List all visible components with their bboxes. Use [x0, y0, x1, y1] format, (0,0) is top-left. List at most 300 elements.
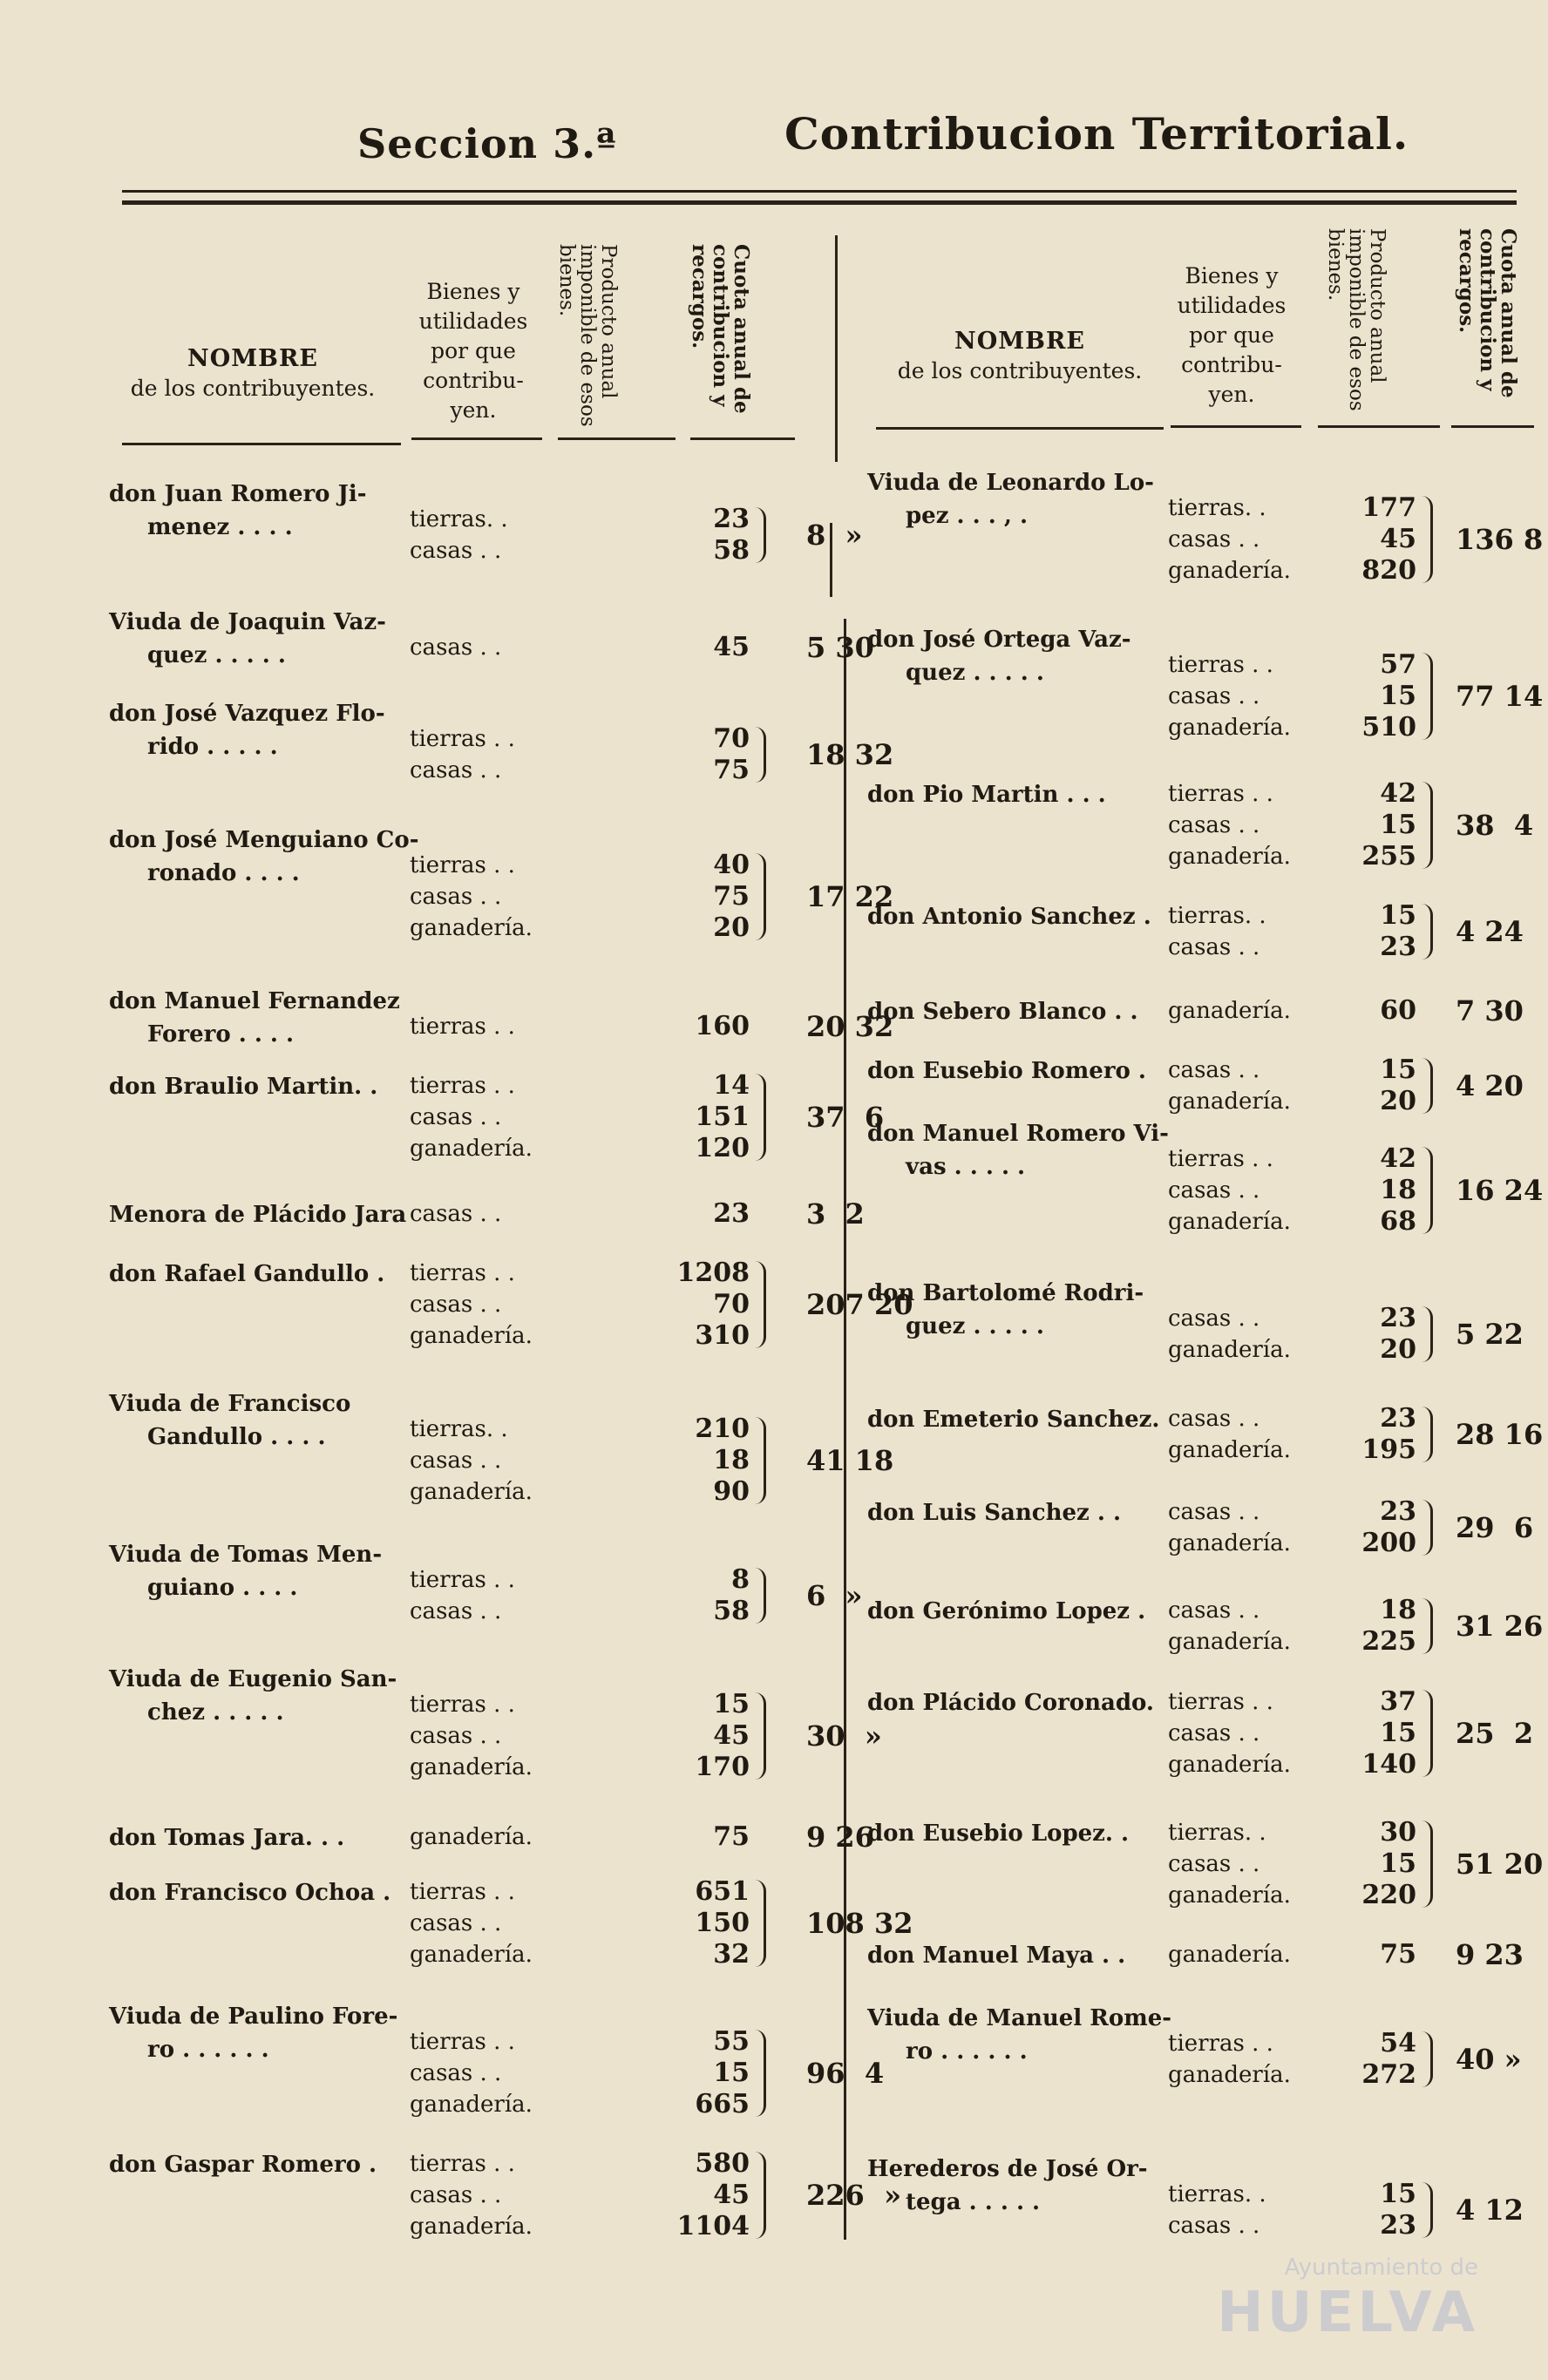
contributor-name: [867, 1117, 1169, 1183]
header-rule: [1318, 425, 1440, 428]
product-value: 255: [1361, 841, 1416, 871]
left-entry: [109, 1663, 882, 1783]
quota-value: 20 32: [806, 1010, 894, 1043]
grouping-brace: [1422, 1821, 1433, 1908]
goods-item: casas . .: [1168, 812, 1260, 838]
goods-item: ganadería.: [1168, 2062, 1291, 2088]
left-entry: [109, 2000, 885, 2120]
product-values: [654, 1821, 750, 1853]
contributor-name: [867, 2002, 1171, 2068]
quota-value: 41 18: [806, 1444, 894, 1477]
product-value: 15: [713, 1689, 750, 1719]
right-header-goods: [1166, 261, 1297, 410]
top-rule-thick: [122, 200, 1517, 205]
product-value: 75: [713, 755, 750, 785]
contributor-name-line: don Eusebio Romero .: [867, 1058, 1146, 1084]
page-title: Contribucion Territorial.: [784, 108, 1409, 159]
product-value: 90: [713, 1476, 750, 1507]
goods-list: [410, 632, 501, 663]
goods-list: [410, 2026, 533, 2120]
quota-value: 28 16: [1456, 1418, 1544, 1451]
contributor-name-line: Viuda de Eugenio San-: [109, 1666, 397, 1692]
contributor-name-line: don Pio Martin . . .: [867, 782, 1106, 808]
contributor-name-line: don Plácido Coronado.: [867, 1690, 1154, 1716]
product-value: 820: [1361, 555, 1416, 586]
right-entry: [867, 1496, 1538, 1559]
grouping-brace: [755, 2152, 766, 2239]
product-value: 60: [1380, 995, 1416, 1026]
header-name-small: de los contribuyentes.: [130, 376, 376, 401]
quota-value: 9 26: [806, 1821, 874, 1854]
contributor-name-line: ronado . . . .: [147, 860, 300, 886]
goods-list: [410, 1258, 533, 1352]
product-value: 580: [695, 2148, 750, 2179]
contributor-name-line: Forero . . . .: [147, 1021, 295, 1048]
goods-list: [1168, 1054, 1291, 1117]
product-value: 15: [1380, 900, 1416, 931]
goods-item: ganadería.: [410, 2092, 533, 2118]
goods-list: [1168, 900, 1266, 963]
contributor-name-line: Viuda de Leonardo Lo-: [867, 470, 1154, 496]
right-entry: [867, 2153, 1538, 2241]
goods-item: ganadería.: [1168, 844, 1291, 870]
product-value: 225: [1361, 1626, 1416, 1657]
quota-value: 77 14: [1456, 680, 1544, 713]
grouping-brace: [755, 2030, 766, 2117]
product-value: 70: [713, 723, 750, 754]
product-value: 58: [713, 535, 750, 566]
goods-item: casas . .: [410, 2060, 502, 2086]
top-rule: [122, 190, 1517, 193]
contributor-name-line: Viuda de Paulino Fore-: [109, 2004, 398, 2030]
grouping-brace: [755, 1417, 766, 1504]
right-header-name: [872, 327, 1168, 386]
quota-value: 4 24: [1456, 915, 1524, 948]
product-value: 151: [695, 1102, 750, 1132]
right-entry: [867, 1403, 1544, 1466]
contributor-name-line: Viuda de Manuel Rome-: [867, 2005, 1172, 2031]
goods-item: casas . .: [410, 757, 502, 783]
product-value: 42: [1380, 778, 1416, 809]
left-entry: [109, 606, 874, 672]
contributor-name-line: don Manuel Fernandez: [109, 988, 400, 1014]
product-value: 195: [1361, 1434, 1416, 1465]
contributor-name-line: don Juan Romero Ji-: [109, 481, 367, 507]
goods-item: ganadería.: [410, 1942, 533, 1968]
product-value: 220: [1361, 1880, 1416, 1910]
header-rule: [411, 437, 542, 440]
contributor-name: [109, 606, 386, 672]
goods-item: casas . .: [1168, 1597, 1260, 1624]
contributor-name: [109, 478, 367, 544]
goods-item: ganadería.: [410, 1754, 533, 1780]
product-values: [654, 1258, 750, 1352]
contributor-name: [867, 1277, 1144, 1343]
contributor-name-line: Viuda de Joaquin Vaz-: [109, 609, 386, 635]
goods-list: [1168, 492, 1291, 587]
goods-item: casas . .: [1168, 526, 1260, 553]
contributor-name-line: pez . . . , .: [906, 503, 1029, 529]
product-values: [654, 723, 750, 786]
contributor-name-line: don Antonio Sanchez .: [867, 904, 1151, 930]
contributor-name: [867, 995, 1138, 1028]
product-value: 23: [713, 1198, 750, 1229]
product-values: [1321, 1496, 1416, 1559]
goods-list: [1168, 1403, 1291, 1466]
product-value: 54: [1380, 2028, 1416, 2058]
contributor-name: [867, 623, 1131, 689]
goods-list: [1168, 649, 1291, 743]
goods-item: tierras. .: [410, 1416, 508, 1442]
goods-list: [1168, 1143, 1291, 1237]
contributor-name-line: don Emeterio Sanchez.: [867, 1407, 1160, 1433]
goods-list: [1168, 1686, 1291, 1780]
contributor-name-line: don Luis Sanchez . .: [867, 1500, 1122, 1526]
product-value: 150: [695, 1908, 750, 1938]
product-value: 55: [713, 2026, 750, 2057]
contributor-name-line: Herederos de José Or-: [867, 2156, 1148, 2182]
product-values: [1321, 1303, 1416, 1366]
goods-list: [1168, 1595, 1291, 1658]
goods-list: [410, 1876, 533, 1970]
product-values: [654, 632, 750, 663]
grouping-brace: [755, 727, 766, 783]
product-value: 15: [1380, 2179, 1416, 2209]
archive-stamp: [1217, 2255, 1478, 2345]
contributor-name: [109, 1070, 377, 1103]
left-entry: [109, 1197, 865, 1231]
product-value: 1104: [676, 2211, 750, 2241]
goods-list: [410, 1414, 533, 1508]
contributor-name-line: vas . . . . .: [906, 1154, 1026, 1180]
contributor-name-line: ro . . . . . .: [147, 2037, 269, 2063]
contributor-name-line: Menora de Plácido Jara: [109, 1202, 407, 1228]
product-value: 30: [1380, 1817, 1416, 1848]
product-values: [654, 1414, 750, 1508]
product-value: 15: [1380, 1054, 1416, 1085]
contributor-name-line: don José Ortega Vaz-: [867, 627, 1131, 653]
contributor-name-line: guez . . . . .: [906, 1313, 1044, 1339]
right-entry: [867, 1054, 1538, 1117]
goods-item: tierras. .: [1168, 1820, 1266, 1846]
product-values: [1321, 995, 1416, 1027]
header-goods-line: yen.: [1208, 382, 1255, 407]
product-value: 40: [713, 850, 750, 880]
product-values: [1321, 1939, 1416, 1970]
product-value: 45: [713, 1720, 750, 1751]
product-value: 68: [1380, 1206, 1416, 1237]
header-goods-line: utilidades: [418, 309, 528, 334]
contributor-name-line: chez . . . . .: [147, 1699, 284, 1726]
left-entry: [109, 1070, 885, 1164]
contributor-name-line: don Bartolomé Rodri-: [867, 1280, 1144, 1306]
left-header-name: [105, 344, 401, 403]
contributor-name-line: quez . . . . .: [147, 642, 286, 668]
goods-item: casas . .: [410, 634, 502, 661]
product-value: 272: [1361, 2059, 1416, 2090]
goods-item: casas . .: [410, 1448, 502, 1474]
contributor-name-line: Viuda de Francisco: [109, 1391, 351, 1417]
grouping-brace: [1422, 782, 1433, 869]
goods-item: tierras . .: [1168, 781, 1273, 807]
goods-item: ganadería.: [1168, 1530, 1291, 1556]
product-values: [654, 1198, 750, 1230]
goods-item: tierras . .: [410, 1260, 515, 1286]
grouping-brace: [1422, 1690, 1433, 1777]
contributor-name: [109, 1198, 406, 1231]
goods-list: [1168, 995, 1291, 1027]
goods-list: [410, 1689, 533, 1783]
grouping-brace: [755, 853, 766, 940]
product-values: [1321, 2179, 1416, 2241]
right-entry: [867, 995, 1538, 1028]
contributor-name: [867, 1496, 1121, 1529]
goods-item: tierras. .: [1168, 903, 1266, 929]
right-entry: [867, 1817, 1544, 1911]
quota-value: 226 »: [806, 2179, 902, 2212]
goods-item: tierras . .: [410, 1073, 515, 1099]
product-value: 510: [1361, 712, 1416, 742]
product-values: [654, 1689, 750, 1783]
right-entry: [867, 1277, 1538, 1366]
goods-item: tierras . .: [1168, 2031, 1273, 2057]
goods-item: casas . .: [410, 1723, 502, 1749]
goods-item: tierras . .: [410, 852, 515, 878]
header-goods-line: por que: [1189, 322, 1274, 348]
product-values: [654, 1876, 750, 1970]
contributor-name-line: ro . . . . . .: [906, 2038, 1028, 2065]
goods-item: casas . .: [1168, 683, 1260, 709]
goods-list: [410, 1821, 533, 1853]
contributor-name: [867, 2153, 1148, 2219]
right-entry: [867, 900, 1538, 963]
quota-value: 8 »: [806, 519, 863, 552]
left-entry: [109, 1258, 913, 1352]
left-header-product: Producto anual imponible de esos bienes.: [555, 244, 620, 427]
product-value: 45: [713, 2180, 750, 2210]
goods-item: casas . .: [1168, 1720, 1260, 1746]
contributor-name: [109, 985, 400, 1051]
grouping-brace: [1422, 1598, 1433, 1654]
header-rule: [1451, 425, 1534, 428]
contributor-name-line: don Sebero Blanco . .: [867, 999, 1138, 1025]
contributor-name: [109, 1663, 397, 1729]
goods-item: ganadería.: [410, 915, 533, 941]
contributor-name: [867, 1403, 1160, 1436]
product-value: 18: [1380, 1175, 1416, 1205]
goods-item: tierras . .: [410, 1879, 515, 1905]
contributor-name: [867, 1939, 1125, 1972]
grouping-brace: [1422, 2182, 1433, 2238]
product-value: 23: [713, 504, 750, 534]
contributor-name: [867, 900, 1151, 933]
quota-value: 29 6: [1456, 1511, 1534, 1544]
left-entry: [109, 478, 863, 566]
goods-list: [1168, 1939, 1291, 1970]
left-header-goods: [408, 277, 539, 425]
product-value: 15: [1380, 810, 1416, 840]
goods-list: [1168, 2028, 1291, 2091]
grouping-brace: [1422, 1147, 1433, 1234]
product-values: [1321, 1143, 1416, 1237]
product-value: 75: [1380, 1939, 1416, 1970]
product-value: 160: [695, 1011, 750, 1041]
product-value: 310: [695, 1320, 750, 1351]
goods-list: [1168, 1303, 1291, 1366]
goods-item: casas . .: [1168, 1851, 1260, 1877]
product-value: 177: [1361, 492, 1416, 523]
quota-value: 31 26: [1456, 1610, 1544, 1643]
contributor-name-line: tega . . . . .: [906, 2189, 1041, 2215]
product-value: 70: [713, 1289, 750, 1319]
product-value: 15: [1380, 1718, 1416, 1748]
product-value: 37: [1380, 1686, 1416, 1717]
contributor-name: [109, 824, 419, 890]
right-entry: [867, 466, 1544, 587]
contributor-name-line: quez . . . . .: [906, 660, 1044, 686]
goods-item: ganadería.: [1168, 1088, 1291, 1115]
goods-item: tierras. .: [1168, 2181, 1266, 2207]
grouping-brace: [1422, 1407, 1433, 1462]
goods-list: [1168, 1496, 1291, 1559]
product-values: [1321, 1595, 1416, 1658]
goods-list: [410, 2148, 533, 2242]
goods-item: ganadería.: [1168, 1629, 1291, 1655]
goods-item: ganadería.: [1168, 1209, 1291, 1235]
contributor-name: [109, 1876, 390, 1909]
goods-item: casas . .: [1168, 934, 1260, 960]
goods-item: casas . .: [1168, 1177, 1260, 1204]
contributor-name-line: menez . . . .: [147, 514, 293, 540]
header-goods-line: utilidades: [1177, 293, 1287, 318]
product-value: 14: [713, 1070, 750, 1101]
left-entry: [109, 1821, 874, 1855]
header-rule: [876, 427, 1164, 430]
product-values: [654, 1564, 750, 1627]
product-values: [654, 1011, 750, 1042]
left-entry: [109, 1876, 913, 1970]
goods-item: casas . .: [410, 2182, 502, 2208]
header-rule: [1171, 425, 1301, 428]
product-value: 75: [713, 881, 750, 912]
contributor-name-line: don Rafael Gandullo .: [109, 1261, 385, 1287]
contributor-name-line: don Manuel Maya . .: [867, 1943, 1126, 1969]
product-value: 45: [1380, 524, 1416, 554]
contributor-name-line: don Braulio Martin. .: [109, 1074, 378, 1100]
goods-item: ganadería.: [1168, 1942, 1291, 1968]
product-value: 32: [713, 1939, 750, 1970]
grouping-brace: [1422, 653, 1433, 740]
goods-item: casas . .: [410, 1292, 502, 1318]
grouping-brace: [1422, 496, 1433, 583]
header-rule: [690, 437, 795, 440]
quota-value: 25 2: [1456, 1717, 1534, 1750]
goods-item: tierras . .: [1168, 1146, 1273, 1172]
goods-item: ganadería.: [410, 1479, 533, 1505]
contributor-name-line: guiano . . . .: [147, 1575, 298, 1601]
goods-list: [410, 1011, 515, 1042]
product-value: 23: [1380, 1403, 1416, 1434]
quota-value: 30 »: [806, 1719, 882, 1753]
contributor-name: [109, 2148, 377, 2181]
product-value: 170: [695, 1752, 750, 1782]
goods-item: tierras . .: [1168, 652, 1273, 678]
product-value: 120: [695, 1133, 750, 1163]
quota-value: 37 6: [806, 1101, 885, 1134]
contributor-name-line: rido . . . . .: [147, 734, 278, 760]
quota-value: 96 4: [806, 2057, 885, 2090]
header-goods-line: yen.: [450, 397, 497, 423]
contributor-name: [867, 466, 1154, 532]
grouping-brace: [755, 1074, 766, 1161]
contributor-name-line: don Gaspar Romero .: [109, 2152, 377, 2178]
product-values: [1321, 649, 1416, 743]
header-name-small: de los contribuyentes.: [897, 358, 1143, 383]
quota-value: 18 32: [806, 738, 894, 771]
column-divider: [835, 235, 838, 462]
goods-item: ganadería.: [1168, 715, 1291, 741]
goods-item: casas . .: [1168, 1499, 1260, 1525]
right-entry: [867, 1595, 1544, 1658]
quota-value: 38 4: [1456, 809, 1534, 842]
contributor-name: [867, 1054, 1146, 1088]
goods-item: tierras . .: [410, 2029, 515, 2055]
product-value: 20: [1380, 1334, 1416, 1365]
left-entry: [109, 985, 894, 1051]
product-value: 15: [1380, 681, 1416, 711]
goods-item: ganadería.: [410, 2214, 533, 2240]
goods-item: ganadería.: [1168, 1337, 1291, 1363]
product-value: 210: [695, 1414, 750, 1444]
contributor-name-line: don Eusebio Lopez. .: [867, 1821, 1130, 1847]
contributor-name: [867, 1595, 1145, 1628]
product-values: [1321, 778, 1416, 872]
product-values: [1321, 1403, 1416, 1466]
contributor-name-line: don José Vazquez Flo-: [109, 701, 385, 727]
product-value: 651: [695, 1876, 750, 1907]
contributor-name-line: Viuda de Tomas Men-: [109, 1542, 383, 1568]
product-value: 75: [713, 1821, 750, 1852]
product-values: [1321, 1817, 1416, 1911]
grouping-brace: [755, 1568, 766, 1624]
left-header-quota: Cuota anual de contribucion y recargos.: [688, 244, 753, 414]
goods-item: tierras. .: [1168, 495, 1266, 521]
quota-value: 108 32: [806, 1907, 913, 1940]
product-values: [1321, 900, 1416, 963]
goods-list: [1168, 2179, 1266, 2241]
product-values: [1321, 1054, 1416, 1117]
header-goods-line: Bienes y: [1185, 263, 1279, 288]
product-values: [654, 2026, 750, 2120]
grouping-brace: [755, 1692, 766, 1780]
section-title: Seccion 3.ª: [357, 120, 617, 167]
goods-item: casas . .: [410, 884, 502, 910]
quota-value: 5 30: [806, 631, 874, 664]
goods-item: tierras . .: [1168, 1689, 1273, 1715]
product-value: 20: [713, 912, 750, 943]
goods-list: [410, 1198, 501, 1230]
goods-item: ganadería.: [1168, 1752, 1291, 1778]
product-values: [654, 850, 750, 944]
goods-item: casas . .: [410, 1910, 502, 1936]
goods-list: [410, 504, 508, 566]
grouping-brace: [755, 1880, 766, 1967]
product-value: 23: [1380, 932, 1416, 962]
contributor-name-line: don Francisco Ochoa .: [109, 1880, 391, 1906]
goods-item: ganadería.: [1168, 1882, 1291, 1909]
product-value: 18: [1380, 1595, 1416, 1625]
left-entry: [109, 1538, 863, 1627]
